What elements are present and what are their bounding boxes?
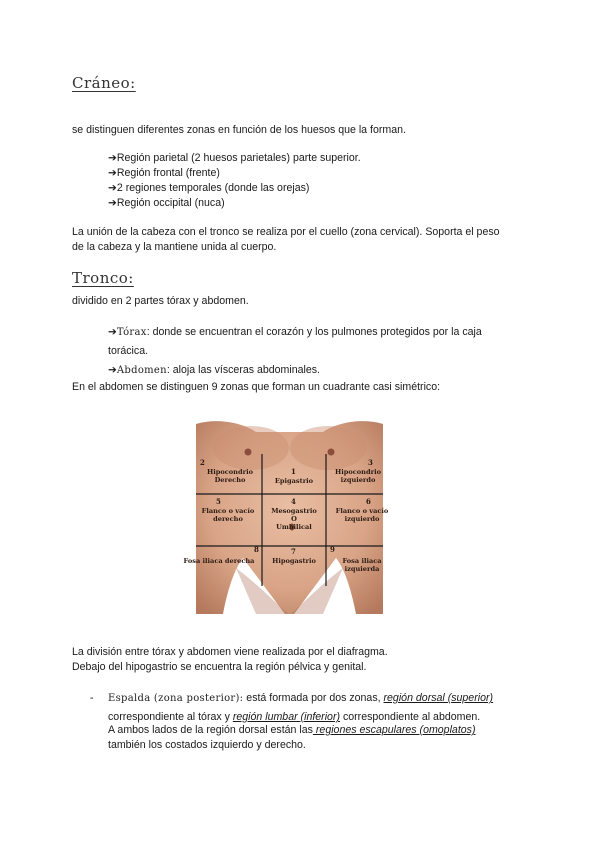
zone-label: Epigastrio [274, 477, 314, 485]
zone-number: 9 [330, 545, 335, 554]
torax-line-2: torácica. [108, 345, 149, 357]
zone-number: 6 [366, 497, 371, 506]
espalda-line-2 [108, 711, 480, 723]
zone-label: Fosa iliaca izquierda [342, 557, 382, 573]
abdomen-zones-figure [183, 418, 389, 614]
abdomen-label: Abdomen [116, 365, 167, 376]
link-region-lumbar[interactable]: región lumbar (inferior) [232, 711, 340, 723]
torax-line [108, 326, 482, 338]
union-line-2: de la cabeza y la mantiene unida al cuerpo. [72, 241, 277, 253]
zone-label: Flanco o vacío izquierdo [335, 507, 389, 523]
espalda-text-d: A ambos lados de la región dorsal están las [108, 724, 313, 736]
bullet-dash: - [90, 692, 94, 704]
zone-number: 5 [216, 497, 221, 506]
list-item: ➔Región parietal (2 huesos parietales) parte superior. [108, 152, 361, 164]
torax-label: Tórax [116, 327, 147, 338]
link-region-dorsal[interactable]: región dorsal (superior) [383, 692, 494, 704]
list-item: ➔Región occipital (nuca) [108, 197, 225, 209]
zone-number: 7 [291, 547, 296, 556]
espalda-line-4: también los costados izquierdo y derecho. [108, 739, 306, 751]
list-item: ➔2 regiones temporales (donde las orejas) [108, 182, 310, 194]
espalda-label: Espalda (zona posterior): [108, 693, 244, 704]
diafragma-line-1: La división entre tórax y abdomen viene realizada por el diafragma. [72, 646, 388, 658]
espalda-text-c: correspondiente al abdomen. [340, 711, 481, 723]
link-regiones-escapulares[interactable]: regiones escapulares (omoplatos) [312, 724, 476, 736]
zone-label: Mesogastrio O Umbilical [271, 507, 317, 531]
zone-number: 3 [368, 458, 373, 467]
espalda-line-3 [108, 724, 475, 736]
list-item: ➔Región frontal (frente) [108, 167, 220, 179]
torax-text: : donde se encuentran el corazón y los pulmones protegidos por la caja [146, 326, 482, 338]
cranio-intro: se distinguen diferentes zonas en función de los huesos que la forman. [72, 124, 406, 136]
zone-number: 4 [291, 497, 296, 506]
espalda-text-a: está formada por dos zonas, [243, 692, 384, 704]
zones-intro: En el abdomen se distinguen 9 zonas que forman un cuadrante casi simétrico: [72, 381, 441, 393]
tronco-intro: dividido en 2 partes tórax y abdomen. [72, 295, 249, 307]
espalda-line-1 [108, 692, 493, 704]
tronco-heading: Tronco: [72, 269, 134, 287]
arrow-icon: ➔ [108, 364, 117, 376]
abdomen-text: : aloja las vísceras abdominales. [166, 364, 320, 376]
arrow-icon: ➔ [108, 326, 117, 338]
zone-label: Hipocondrio izquierdo [335, 468, 381, 484]
cranio-heading: Cráneo: [72, 74, 136, 92]
zone-number: 8 [254, 545, 259, 554]
zone-label: Hipogastrio [272, 557, 316, 565]
diafragma-line-2: Debajo del hipogastrio se encuentra la región pélvica y genital. [72, 661, 367, 673]
zone-label: Flanco o vacío derecho [201, 507, 255, 523]
abdomen-line [108, 364, 320, 376]
espalda-text-b: correspondiente al tórax y [108, 711, 233, 723]
zone-label: Fosa iliaca derecha [183, 557, 255, 565]
union-line-1: La unión de la cabeza con el tronco se realiza por el cuello (zona cervical). Soporta el peso [72, 226, 500, 238]
zone-number: 1 [291, 467, 296, 476]
zone-label: Hipocondrio Derecho [207, 468, 253, 484]
zone-number: 2 [200, 458, 205, 467]
